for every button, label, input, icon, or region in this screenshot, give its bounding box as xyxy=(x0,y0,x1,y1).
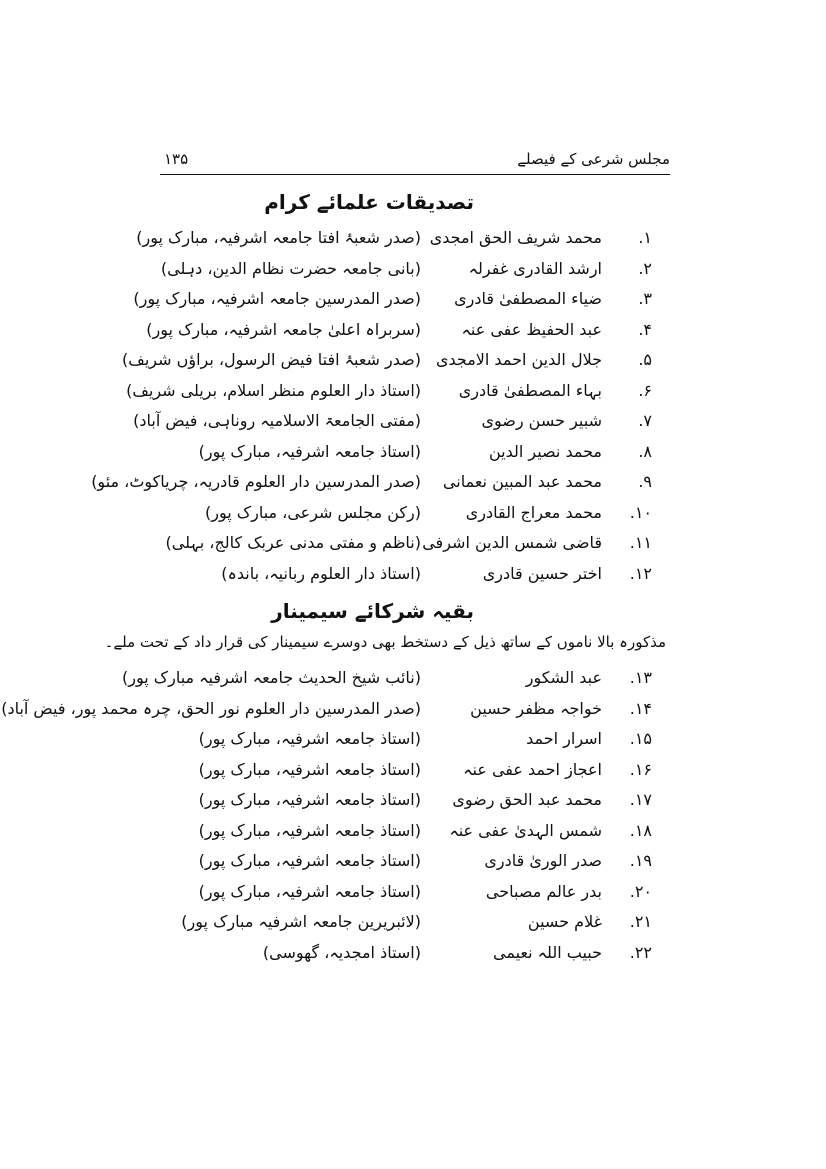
list-item xyxy=(0,668,826,696)
entry-name: عبد الحفیظ عفی عنہ xyxy=(461,319,602,339)
list-item xyxy=(0,381,826,409)
list-item xyxy=(0,699,826,727)
list-item xyxy=(0,851,826,879)
list-item xyxy=(0,503,826,531)
entry-description: (استاذ جامعہ اشرفیہ، مبارک پور) xyxy=(198,881,421,901)
list-item xyxy=(0,259,826,287)
entry-name: اسرار احمد xyxy=(526,729,602,748)
list-item xyxy=(0,943,826,971)
entry-number: ۶. xyxy=(638,380,652,400)
entry-description: (استاذ امجدیہ، گھوسی) xyxy=(262,942,421,962)
entry-name: خواجہ مظفر حسین xyxy=(470,698,602,718)
entry-name: قاضی شمس الدین اشرفی xyxy=(422,533,602,552)
entry-number: ۱۴. xyxy=(629,698,652,718)
page-header xyxy=(160,150,670,174)
running-title: مجلس شرعی کے فیصلے xyxy=(517,150,670,168)
entry-name: اختر حسین قادری xyxy=(482,563,602,583)
entry-description: (صدر شعبۂ افتا فیض الرسول، براؤں شریف) xyxy=(122,350,421,369)
list-item xyxy=(0,350,826,378)
entry-description: (بانی جامعہ حضرت نظام الدین، دہلی) xyxy=(160,258,421,278)
entry-number: ۱۷. xyxy=(629,790,652,809)
list-item xyxy=(0,320,826,348)
list-item xyxy=(0,472,826,500)
list-item xyxy=(0,533,826,561)
entry-description: (ناظم و مفتی مدنی عربک کالج، بہلی) xyxy=(165,533,421,552)
entry-name: صدر الوریٰ قادری xyxy=(484,851,602,870)
entry-description: (استاذ جامعہ اشرفیہ، مبارک پور) xyxy=(198,820,421,840)
entry-name: اعجاز احمد عفی عنہ xyxy=(463,759,602,779)
entry-name: شمس الہدیٰ عفی عنہ xyxy=(449,820,602,840)
section-title-endorsements: تصدیقات علمائے کرام xyxy=(264,190,474,214)
entry-number: ۳. xyxy=(638,289,652,308)
list-item xyxy=(0,228,826,256)
entry-number: ۱۹. xyxy=(629,851,652,870)
entry-description: (مفتی الجامعۃ الاسلامیہ روناہی، فیض آباد) xyxy=(133,411,421,430)
list-item xyxy=(0,564,826,592)
entry-number: ۴. xyxy=(638,319,652,339)
entry-description: (نائب شیخ الحدیث جامعہ اشرفیہ مبارک پور) xyxy=(122,668,421,687)
page-number: ۱۳۵ xyxy=(164,150,189,168)
entry-description: (صدر المدرسین دار العلوم قادریہ، چریاکوٹ، مئو) xyxy=(91,472,421,491)
list-item xyxy=(0,289,826,317)
entry-name: محمد معراج القادری xyxy=(465,502,602,522)
entry-number: ۱۲. xyxy=(629,563,652,583)
list-item xyxy=(0,821,826,849)
intro-line: مذکورہ بالا ناموں کے ساتھ ذیل کے دستخط بھی دوسرے سیمینار کی قرار داد کے تحت ملے۔ xyxy=(104,633,666,651)
entry-name: حبیب اللہ نعیمی xyxy=(492,942,602,962)
entry-description: (رکن مجلس شرعی، مبارک پور) xyxy=(205,502,421,522)
list-item xyxy=(0,912,826,940)
entry-number: ۱۵. xyxy=(629,729,652,748)
entry-number: ۲۱. xyxy=(629,912,652,931)
list-item xyxy=(0,790,826,818)
entry-description: (صدر شعبۂ افتا جامعہ اشرفیہ، مبارک پور) xyxy=(136,228,421,247)
entry-number: ۷. xyxy=(638,411,652,430)
entry-name: محمد شریف الحق امجدی xyxy=(429,228,602,247)
entry-description: (استاذ دار العلوم منظر اسلام، بریلی شریف) xyxy=(126,380,421,400)
entry-number: ۲۲. xyxy=(629,942,652,962)
entry-number: ۱۶. xyxy=(629,759,652,779)
entry-description: (استاذ جامعہ اشرفیہ، مبارک پور) xyxy=(198,790,421,809)
entry-name: بہاء المصطفیٰ قادری xyxy=(458,380,602,400)
entry-number: ۲۰. xyxy=(629,881,652,901)
entry-description: (استاذ جامعہ اشرفیہ، مبارک پور) xyxy=(198,759,421,779)
list-item xyxy=(0,882,826,910)
entry-number: ۱۳. xyxy=(629,668,652,687)
entry-name: ارشد القادری غفرلہ xyxy=(468,258,602,278)
entry-number: ۵. xyxy=(638,350,652,369)
entry-description: (استاذ جامعہ اشرفیہ، مبارک پور) xyxy=(198,851,421,870)
list-item xyxy=(0,760,826,788)
entry-name: شبیر حسن رضوی xyxy=(481,411,602,430)
entry-number: ۱۰. xyxy=(629,502,652,522)
entry-name: محمد عبد المبین نعمانی xyxy=(442,472,602,491)
list-item xyxy=(0,411,826,439)
entry-name: عبد الشکور xyxy=(525,668,602,687)
entry-description: (صدر المدرسین دار العلوم نور الحق، چرہ محمد پور، فیض آباد) xyxy=(1,698,421,718)
entry-name: جلال الدین احمد الامجدی xyxy=(435,350,602,369)
header-rule xyxy=(160,174,670,175)
entry-number: ۱۸. xyxy=(629,820,652,840)
entry-number: ۱۱. xyxy=(629,533,652,552)
entry-name: ضیاء المصطفیٰ قادری xyxy=(454,289,602,308)
entry-description: (استاذ جامعہ اشرفیہ، مبارک پور) xyxy=(198,441,421,461)
entry-description: (استاذ دار العلوم ربانیہ، باندہ) xyxy=(221,563,421,583)
entry-name: محمد عبد الحق رضوی xyxy=(452,790,602,809)
entry-name: بدر عالم مصباحی xyxy=(485,881,602,901)
list-item xyxy=(0,442,826,470)
entry-description: (استاذ جامعہ اشرفیہ، مبارک پور) xyxy=(198,729,421,748)
entry-number: ۹. xyxy=(638,472,652,491)
section-title-participants: بقیہ شرکائے سیمینار xyxy=(271,599,474,623)
entry-description: (سربراہ اعلیٰ جامعہ اشرفیہ، مبارک پور) xyxy=(146,319,421,339)
entry-name: محمد نصیر الدین xyxy=(488,441,602,461)
entry-number: ۲. xyxy=(638,258,652,278)
entry-description: (لائبریرین جامعہ اشرفیہ مبارک پور) xyxy=(181,912,421,931)
entry-name: غلام حسین xyxy=(527,912,602,931)
entry-number: ۸. xyxy=(638,441,652,461)
entry-description: (صدر المدرسین جامعہ اشرفیہ، مبارک پور) xyxy=(133,289,421,308)
list-item xyxy=(0,729,826,757)
entry-number: ۱. xyxy=(638,228,652,247)
